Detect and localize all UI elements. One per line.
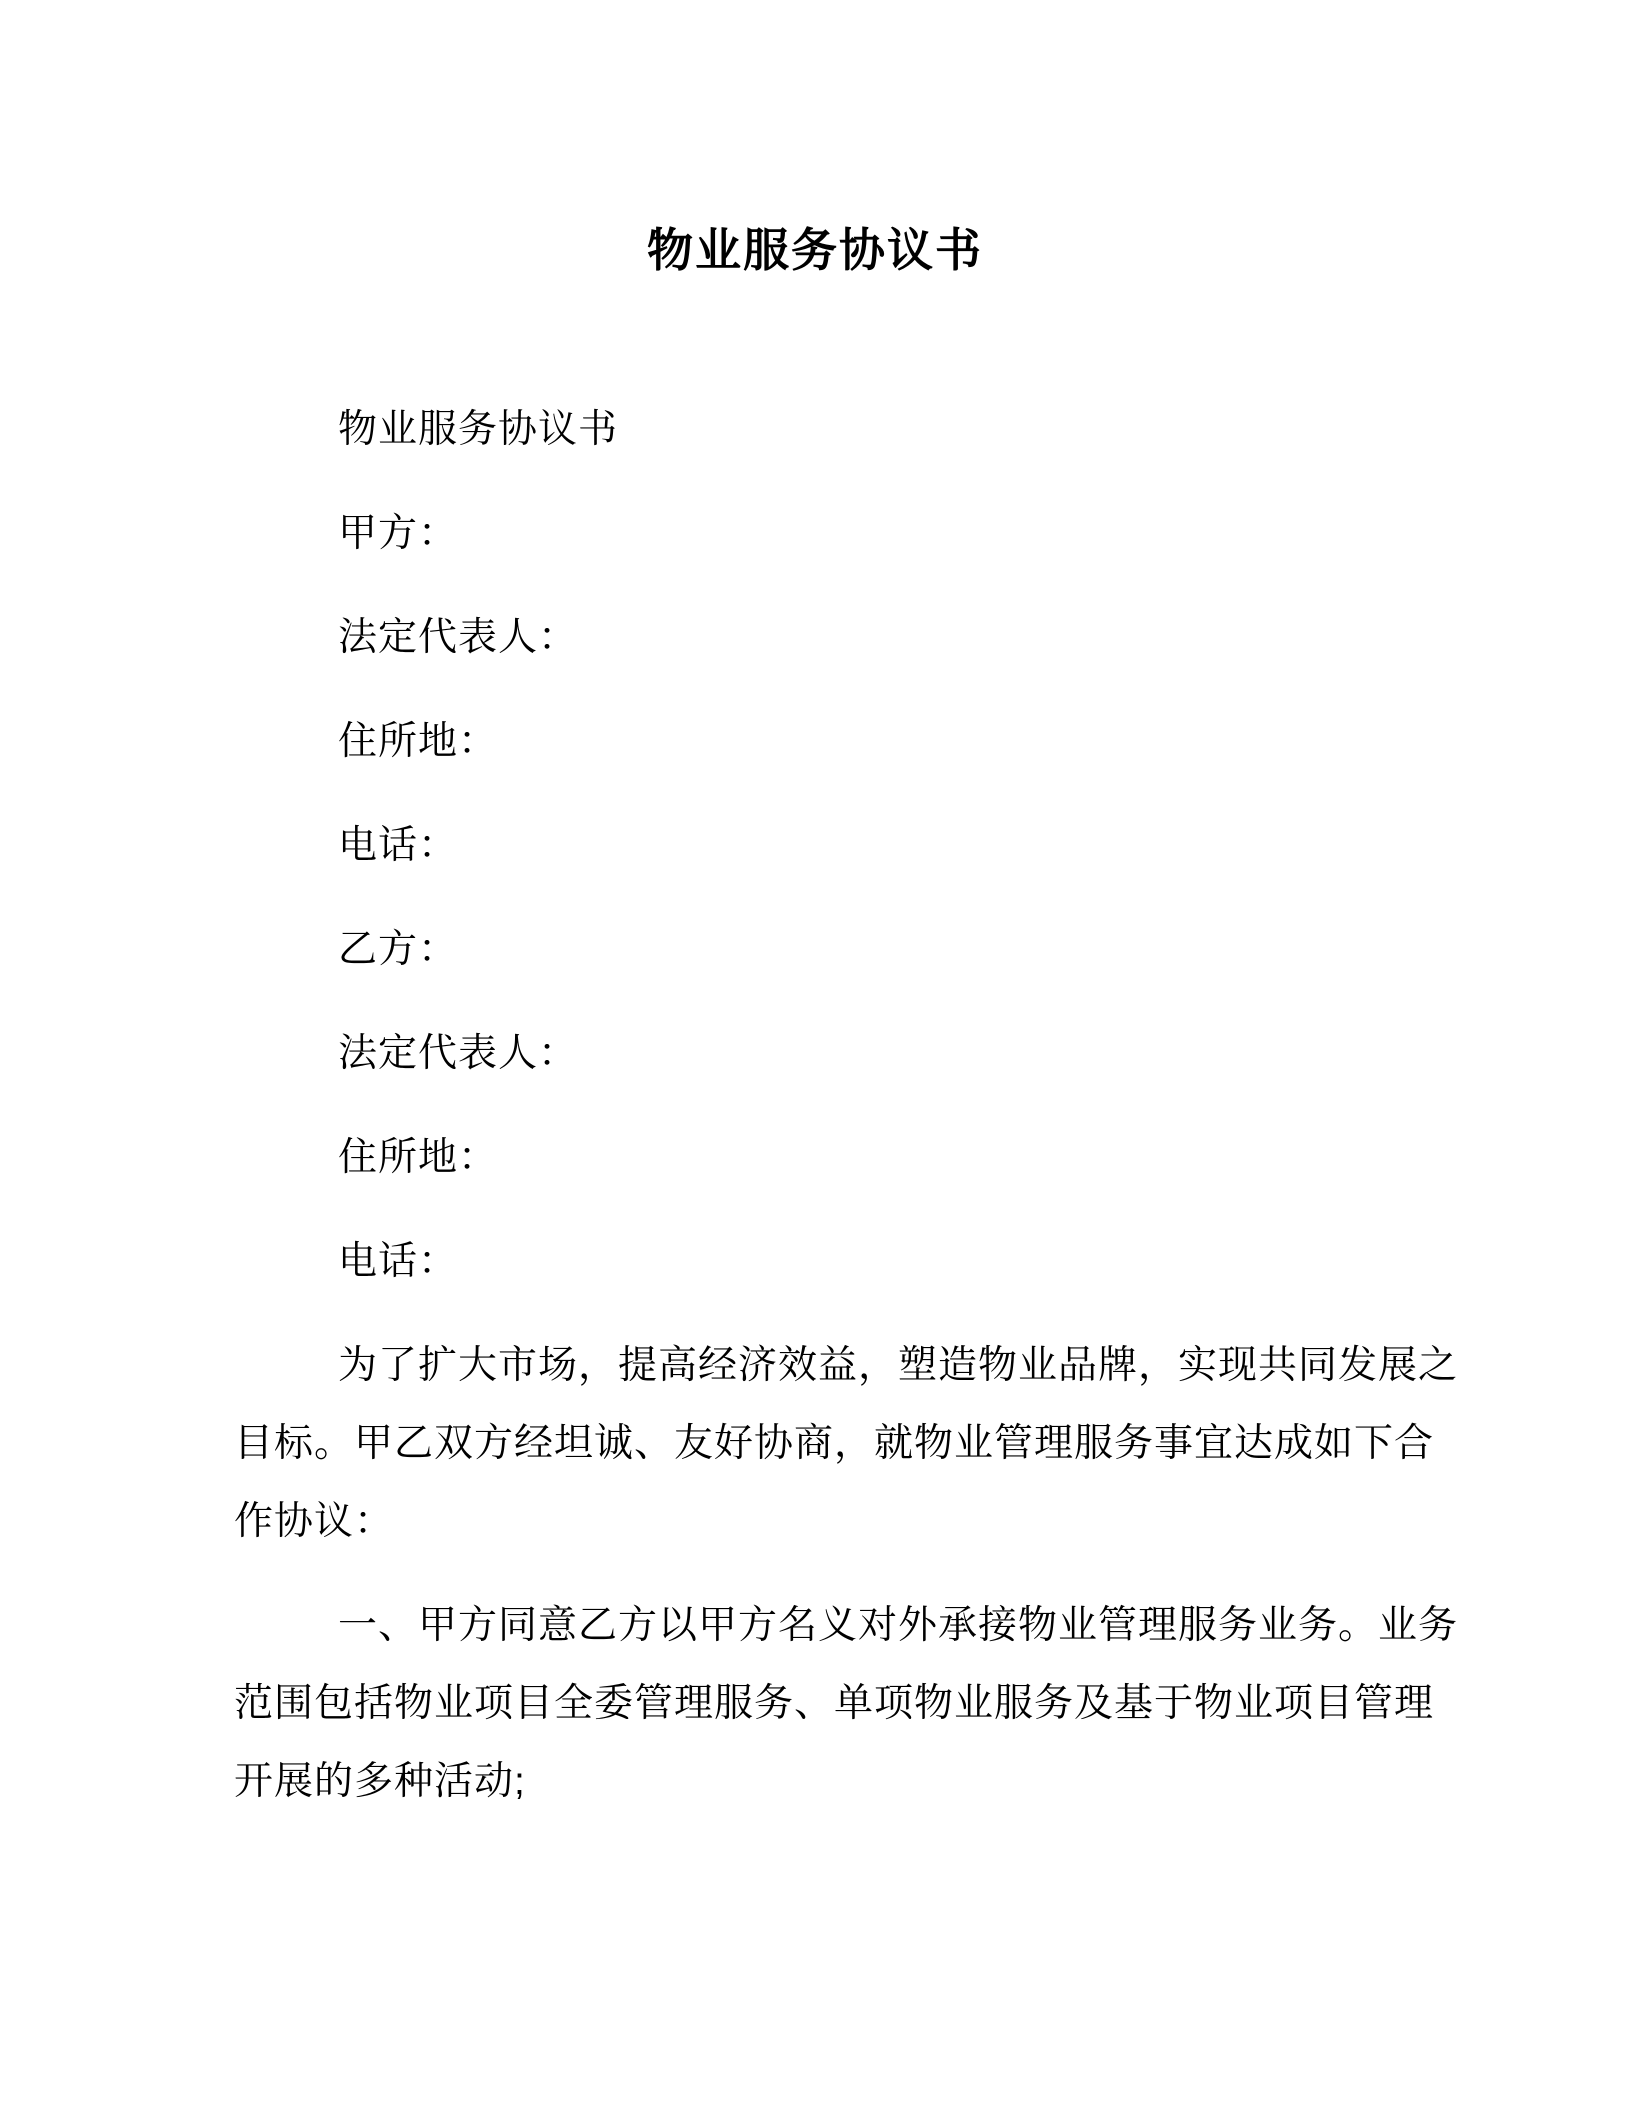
clause-1-line-2: 范围包括物业项目全委管理服务、单项物业服务及基于物业项目管理 — [234, 1682, 1435, 1725]
party-a-address-label: 住所地： — [338, 720, 499, 763]
document-body — [234, 391, 1459, 1821]
document-title: 物业服务协议书 — [647, 224, 983, 276]
party-b-phone-label: 电话： — [338, 1240, 459, 1283]
party-b-name-paragraph — [234, 911, 1396, 989]
party-b-address-label: 住所地： — [338, 1136, 499, 1179]
party-a-phone-label: 电话： — [338, 824, 459, 867]
party-b-legal-rep-label: 法定代表人： — [338, 1032, 579, 1075]
party-a-phone-paragraph — [234, 807, 1396, 885]
party-b-address-paragraph — [234, 1119, 1396, 1197]
preamble-paragraph — [234, 1327, 1459, 1561]
clause-1-line-1: 一、甲方同意乙方以甲方名义对外承接物业管理服务业务。业务 — [338, 1604, 1459, 1647]
clause-1-line-3: 开展的多种活动; — [234, 1760, 526, 1803]
party-b-label: 乙方： — [338, 928, 459, 971]
preamble-line-1: 为了扩大市场，提高经济效益，塑造物业品牌，实现共同发展之 — [338, 1344, 1459, 1387]
document-subtitle: 物业服务协议书 — [338, 408, 619, 451]
preamble-line-2: 目标。甲乙双方经坦诚、友好协商，就物业管理服务事宜达成如下合 — [234, 1422, 1435, 1465]
party-b-legal-rep-paragraph — [234, 1015, 1396, 1093]
party-a-name-paragraph — [234, 495, 1396, 573]
party-a-legal-rep-label: 法定代表人： — [338, 616, 579, 659]
clause-1-paragraph — [234, 1587, 1459, 1821]
subtitle-paragraph — [234, 391, 1396, 469]
party-a-label: 甲方： — [338, 512, 459, 555]
party-a-address-paragraph — [234, 703, 1396, 781]
preamble-line-3: 作协议： — [234, 1500, 395, 1543]
party-a-legal-rep-paragraph — [234, 599, 1396, 677]
party-b-phone-paragraph — [234, 1223, 1396, 1301]
